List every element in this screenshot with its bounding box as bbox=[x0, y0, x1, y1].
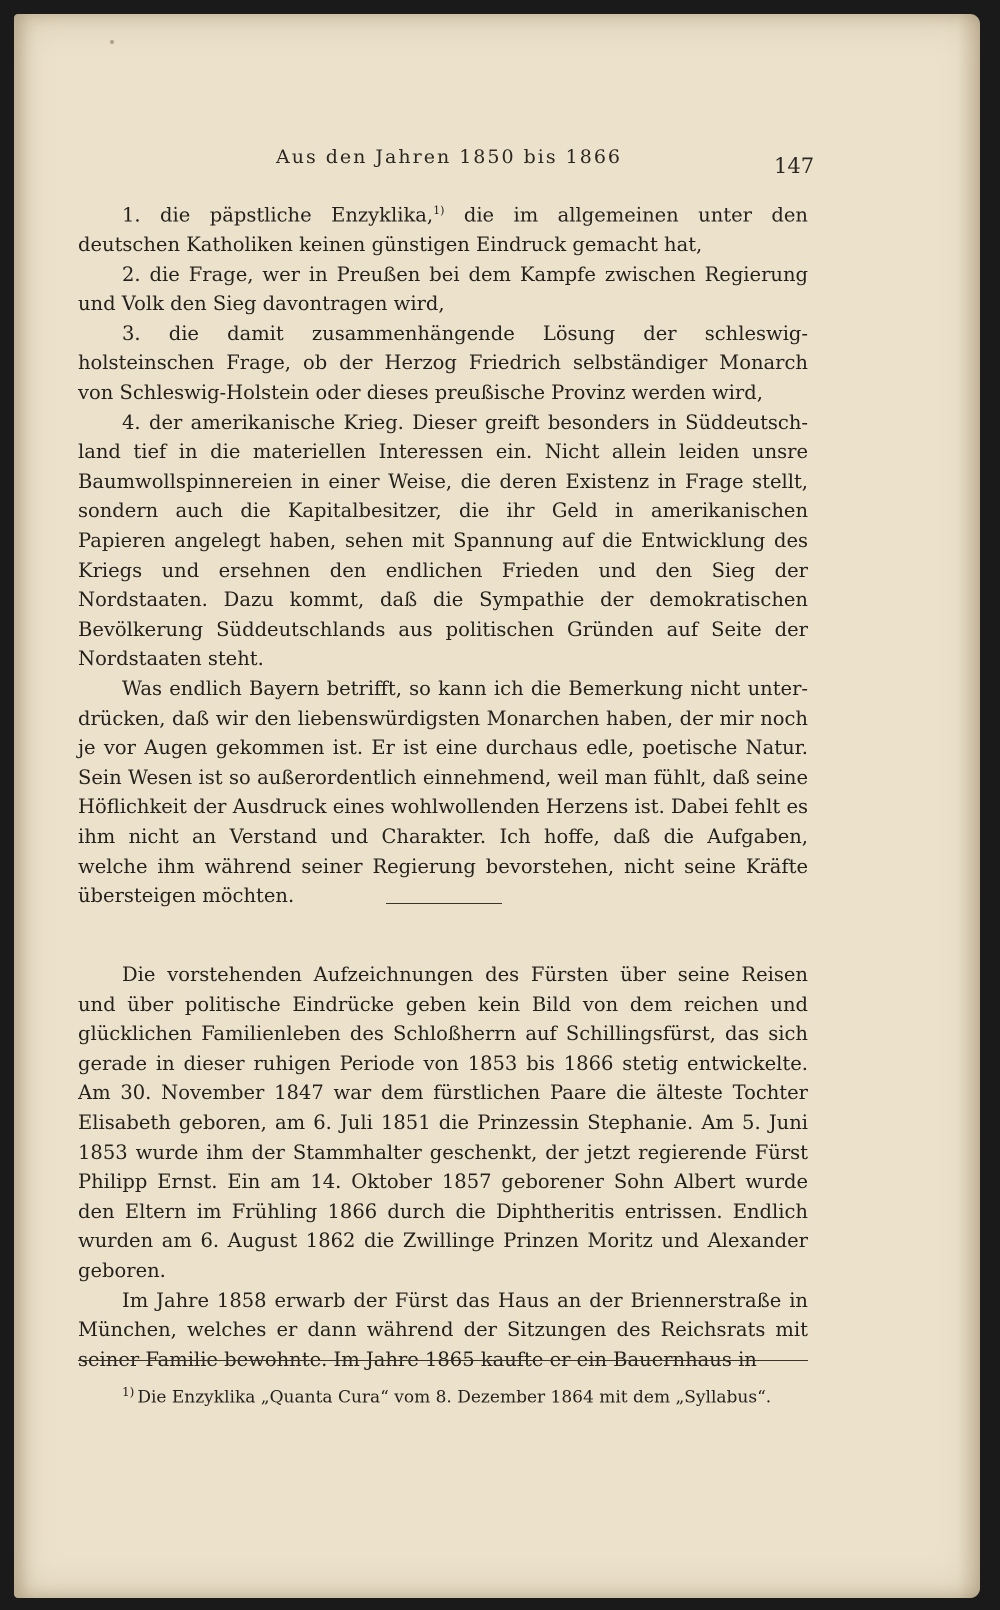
paragraph-item-1 bbox=[78, 196, 808, 260]
paper-spot bbox=[110, 40, 114, 44]
page-edge-shadow bbox=[958, 14, 980, 1598]
paragraph-bavaria: Was endlich Bayern betrifft, so kann ich die Bemerkung nicht unterdrücken, daß wir den liebenswürdigsten Monarchen haben, der mir noch je vor Augen gekommen ist. Er ist eine durchaus edle, poetische Natur. Sein Wesen ist so außerordentlich einnehmend, weil man fühlt, daß seine Höflichkeit der Ausdruck eines wohlwollenden Herzens ist. Dabei fehlt es ihm nicht an Verstand und Charakter. Ich hoffe, daß die Aufgaben, welche ihm während seiner Regierung bevorstehen, nicht seine Kräfte übersteigen möchten. bbox=[78, 677, 808, 908]
page-number: 147 bbox=[774, 154, 815, 178]
footnote-marker: 1) bbox=[122, 1385, 135, 1399]
lower-text-block bbox=[78, 960, 808, 1374]
book-page bbox=[14, 14, 980, 1598]
paragraph-item-4: 4. der amerikanische Krieg. Dieser greift besonders in Süddeutschland tief in die materiellen Interessen ein. Nicht allein leiden unsre Baumwollspinnereien in einer Weise, die deren Existenz in Frage stellt, sondern auch die Kapitalbesitzer, die ihr Geld in amerikanischen Papieren angelegt haben, sehen mit Spannung auf die Entwicklung des Kriegs und ersehnen den endlichen Frieden und den Sieg der Nordstaaten. Dazu kommt, daß die Sympathie der demokratischen Bevölkerung Süddeutschlands aus politischen Gründen auf Seite der Nordstaaten steht. bbox=[78, 410, 808, 671]
running-title: Aus den Jahren 1850 bis 1866 bbox=[276, 146, 622, 168]
paragraph-item-2: 2. die Frage, wer in Preußen bei dem Kampfe zwischen Regierung und Volk den Sieg davontragen wird, bbox=[78, 262, 808, 316]
paragraph-item-3: 3. die damit zusammenhängende Lösung der schleswig-holsteinschen Frage, ob der Herzog Friedrich selbständiger Monarch von Schleswig-Holstein oder dieses preußische Provinz werden wird, bbox=[78, 321, 808, 405]
section-separator bbox=[386, 903, 502, 904]
footnote bbox=[122, 1380, 812, 1410]
upper-text-block bbox=[78, 196, 808, 911]
paragraph-item-1-continued: die im allgemeinen unter den deutschen Katholiken keinen günstigen Eindruck gemacht hat, bbox=[78, 203, 808, 257]
footnote-reference: 1) bbox=[433, 204, 445, 217]
footnote-rule bbox=[78, 1360, 808, 1361]
paragraph-item-1-text: 1. die päpstliche Enzyklika, bbox=[122, 203, 434, 227]
paragraph-family-life: Die vorstehenden Aufzeichnungen des Fürsten über seine Reisen und über politische Eindrücke geben kein Bild von dem reichen und glücklichen Familienleben des Schloßherrn auf Schillingsfürst, das sich gerade in dieser ruhigen Periode von 1853 bis 1866 stetig entwickelte. Am 30. November 1847 war dem fürstlichen Paare die älteste Tochter Elisabeth geboren, am 6. Juli 1851 die Prinzessin Stephanie. Am 5. Juni 1853 wurde ihm der Stammhalter geschenkt, der jetzt regierende Fürst Philipp Ernst. Ein am 14. Oktober 1857 geborener Sohn Albert wurde den Eltern im Frühling 1866 durch die Diphtheritis entrissen. Endlich wurden am 6. August 1862 die Zwillinge Prinzen Moritz und Alexander geboren. bbox=[78, 963, 808, 1282]
footnote-text: Die Enzyklika „Quanta Cura“ vom 8. Dezember 1864 mit dem „Syllabus“. bbox=[137, 1387, 772, 1408]
paragraph-munich-house: Im Jahre 1858 erwarb der Fürst das Haus an der Briennerstraße in München, welches er dann während der Sitzungen des Reichsrats mit seiner Familie bewohnte. Im Jahre 1865 kaufte er ein Bauernhaus in bbox=[78, 1288, 808, 1371]
